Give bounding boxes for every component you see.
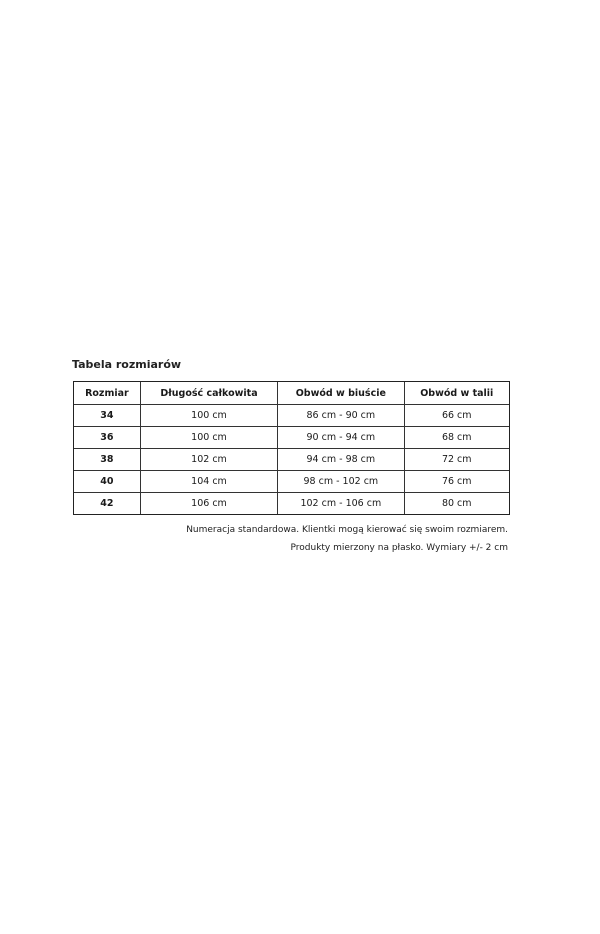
sizing-note: Numeracja standardowa. Klientki mogą kierować się swoim rozmiarem. <box>186 525 508 535</box>
size-cell: 34 <box>74 405 141 427</box>
header-total-length: Długość całkowita <box>141 382 278 405</box>
table-row <box>74 427 509 449</box>
bust-cell: 94 cm - 98 cm <box>278 449 404 471</box>
size-cell: 38 <box>74 449 141 471</box>
header-bust: Obwód w biuście <box>278 382 404 405</box>
size-table <box>73 381 510 515</box>
table-row <box>74 471 509 493</box>
bust-cell: 102 cm - 106 cm <box>278 493 404 514</box>
waist-cell: 68 cm <box>405 427 510 449</box>
bust-cell: 98 cm - 102 cm <box>278 471 404 493</box>
size-cell: 36 <box>74 427 141 449</box>
waist-cell: 80 cm <box>441 498 472 509</box>
table-row <box>74 493 509 514</box>
waist-cell: 76 cm <box>405 471 510 493</box>
header-size: Rozmiar <box>74 382 141 405</box>
waist-cell: 72 cm <box>405 449 510 471</box>
bust-cell: 90 cm - 94 cm <box>278 427 404 449</box>
measurement-note: Produkty mierzony na płasko. Wymiary +/- 2 cm <box>290 543 508 553</box>
length-cell: 100 cm <box>141 427 278 449</box>
header-waist: Obwód w talii <box>405 382 510 405</box>
size-cell: 40 <box>74 471 141 493</box>
size-cell: 42 <box>74 493 141 514</box>
table-row <box>74 405 509 427</box>
bust-cell: 86 cm - 90 cm <box>278 405 404 427</box>
length-cell: 106 cm <box>141 493 278 514</box>
table-row <box>74 449 509 471</box>
length-cell: 100 cm <box>141 405 278 427</box>
length-cell: 104 cm <box>141 471 278 493</box>
table-header-row <box>74 382 509 405</box>
waist-cell: 66 cm <box>405 405 510 427</box>
length-cell: 102 cm <box>141 449 278 471</box>
size-table-title: Tabela rozmiarów <box>72 358 182 371</box>
